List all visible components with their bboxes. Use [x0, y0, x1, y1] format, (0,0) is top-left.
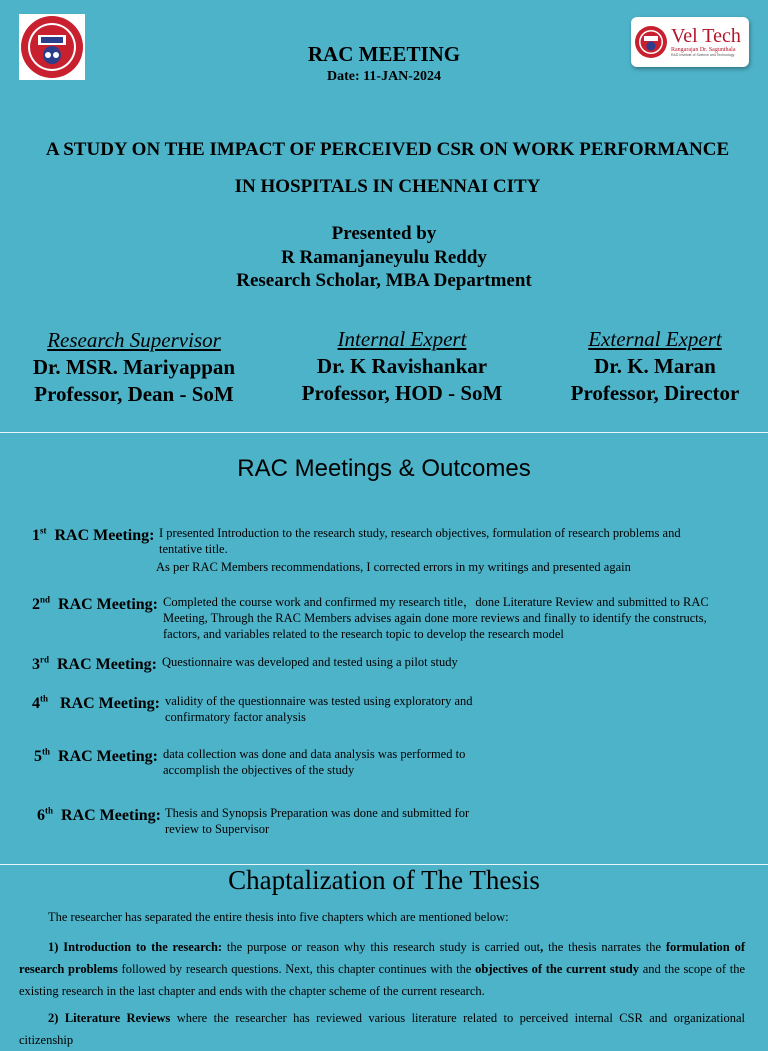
- rac-desc-extra: As per RAC Members recommendations, I corrected errors in my writings and presented again: [156, 560, 631, 574]
- rac-desc-line: data collection was done and data analysis was performed to: [163, 747, 466, 761]
- rac-item-5: [34, 744, 734, 777]
- rac-desc-line: factors, and variables related to the research topic to develop the research model: [163, 627, 564, 641]
- veltech-logo-subtitle: Rangarajan Dr. Sagunthala: [671, 47, 736, 54]
- chapter-text: ,: [540, 940, 544, 954]
- rac-desc-line: Completed the course work and confirmed my research title，done Literature Review and submitted to RAC: [163, 595, 709, 609]
- chapter-bold: formulation of research problems: [19, 940, 745, 976]
- rac-item-6: [37, 803, 737, 836]
- rac-item-label: 5th RAC Meeting:: [34, 747, 158, 766]
- rac-item-desc: [165, 805, 469, 837]
- rac-section-heading: RAC Meetings & Outcomes: [237, 455, 531, 482]
- study-title-line-2: IN HOSPITALS IN CHENNAI CITY: [234, 176, 541, 197]
- rac-item-label: 3rd RAC Meeting:: [32, 655, 157, 674]
- rac-desc-line: Questionnaire was developed and tested using a pilot study: [162, 655, 458, 669]
- rac-desc-line: validity of the questionnaire was tested using exploratory and: [165, 694, 473, 708]
- rac-item-3: [32, 652, 732, 673]
- expert-title: Professor, Director: [570, 381, 740, 405]
- expert-role: Research Supervisor: [47, 328, 221, 352]
- veltech-logo-subtitle-2: R&D Institute of Science and Technology: [671, 53, 735, 58]
- chapter-text: and the scope of the existing research in the last chapter and ends with the chapter scheme of the current research.: [19, 962, 745, 998]
- page-title: RAC MEETING: [307, 42, 461, 66]
- rac-item-desc: [163, 594, 709, 642]
- presented-by-label: Presented by: [331, 223, 437, 244]
- rac-item-desc: [162, 654, 458, 670]
- thesis-chapter-1: [19, 936, 745, 1002]
- rac-item-label: 4th RAC Meeting:: [32, 694, 160, 713]
- rac-desc-line: tentative title.: [159, 542, 228, 556]
- thesis-section-heading: Chaptalization of The Thesis: [228, 865, 540, 895]
- rac-item-label: 6th RAC Meeting:: [37, 806, 161, 825]
- expert-role: Internal Expert: [337, 327, 467, 351]
- thesis-chapter-2: [19, 1007, 745, 1051]
- rac-desc-line: review to Supervisor: [165, 822, 270, 836]
- rac-desc-line: Thesis and Synopsis Preparation was done and submitted for: [165, 806, 470, 820]
- expert-name: Dr. K. Maran: [594, 354, 716, 378]
- rac-item-1: [32, 523, 732, 574]
- thesis-intro: The researcher has separated the entire thesis into five chapters which are mentioned below:: [48, 910, 509, 924]
- rac-item-2: [32, 592, 732, 641]
- chapter-bold: objectives of the current study: [475, 962, 640, 976]
- veltech-logo-name: Vel Tech: [671, 25, 741, 48]
- chapter-text: where the researcher has reviewed various literature related to perceived internal CSR and organizational citizenship: [19, 1011, 745, 1047]
- chapter-lead: 1) Introduction to the research:: [48, 940, 223, 954]
- rac-desc-line: I presented Introduction to the research study, research objectives, formulation of research problems and: [159, 526, 681, 540]
- expert-internal: [272, 326, 532, 407]
- meeting-date: Date: 11-JAN-2024: [327, 69, 441, 84]
- expert-external: [548, 326, 762, 407]
- rac-desc-line: accomplish the objectives of the study: [163, 763, 355, 777]
- study-title-line-1: A STUDY ON THE IMPACT OF PERCEIVED CSR ON WORK PERFORMANCE: [45, 139, 730, 160]
- rac-item-label: 2nd RAC Meeting:: [32, 595, 158, 614]
- chapter-lead: 2) Literature Reviews: [48, 1011, 171, 1025]
- rac-desc-line: confirmatory factor analysis: [165, 710, 306, 724]
- rac-item-label: 1st RAC Meeting:: [32, 526, 155, 545]
- chapter-text: the thesis narrates the: [543, 940, 666, 954]
- expert-name: Dr. MSR. Mariyappan: [32, 355, 236, 379]
- rac-item-desc: [165, 693, 473, 725]
- expert-role: External Expert: [588, 327, 722, 351]
- chapter-text: the purpose or reason why this research study is carried out: [222, 940, 541, 954]
- rac-item-4: [32, 691, 732, 724]
- chapter-text: followed by research questions. Next, this chapter continues with the: [117, 962, 476, 976]
- section-divider: [0, 432, 768, 433]
- presenter-position: Research Scholar, MBA Department: [236, 270, 532, 291]
- rac-desc-line: Meeting, Through the RAC Members advises again done more reviews and finally to identify the constructs,: [163, 611, 707, 625]
- expert-research-supervisor: [14, 327, 254, 408]
- rac-item-desc: [163, 746, 465, 778]
- presenter-name: R Ramanjaneyulu Reddy: [281, 246, 487, 268]
- presenter-block: [0, 222, 768, 293]
- study-title: [10, 131, 765, 205]
- expert-title: Professor, Dean - SoM: [34, 382, 234, 406]
- expert-name: Dr. K Ravishankar: [316, 354, 488, 378]
- rac-item-desc: [156, 525, 681, 575]
- expert-title: Professor, HOD - SoM: [301, 381, 503, 405]
